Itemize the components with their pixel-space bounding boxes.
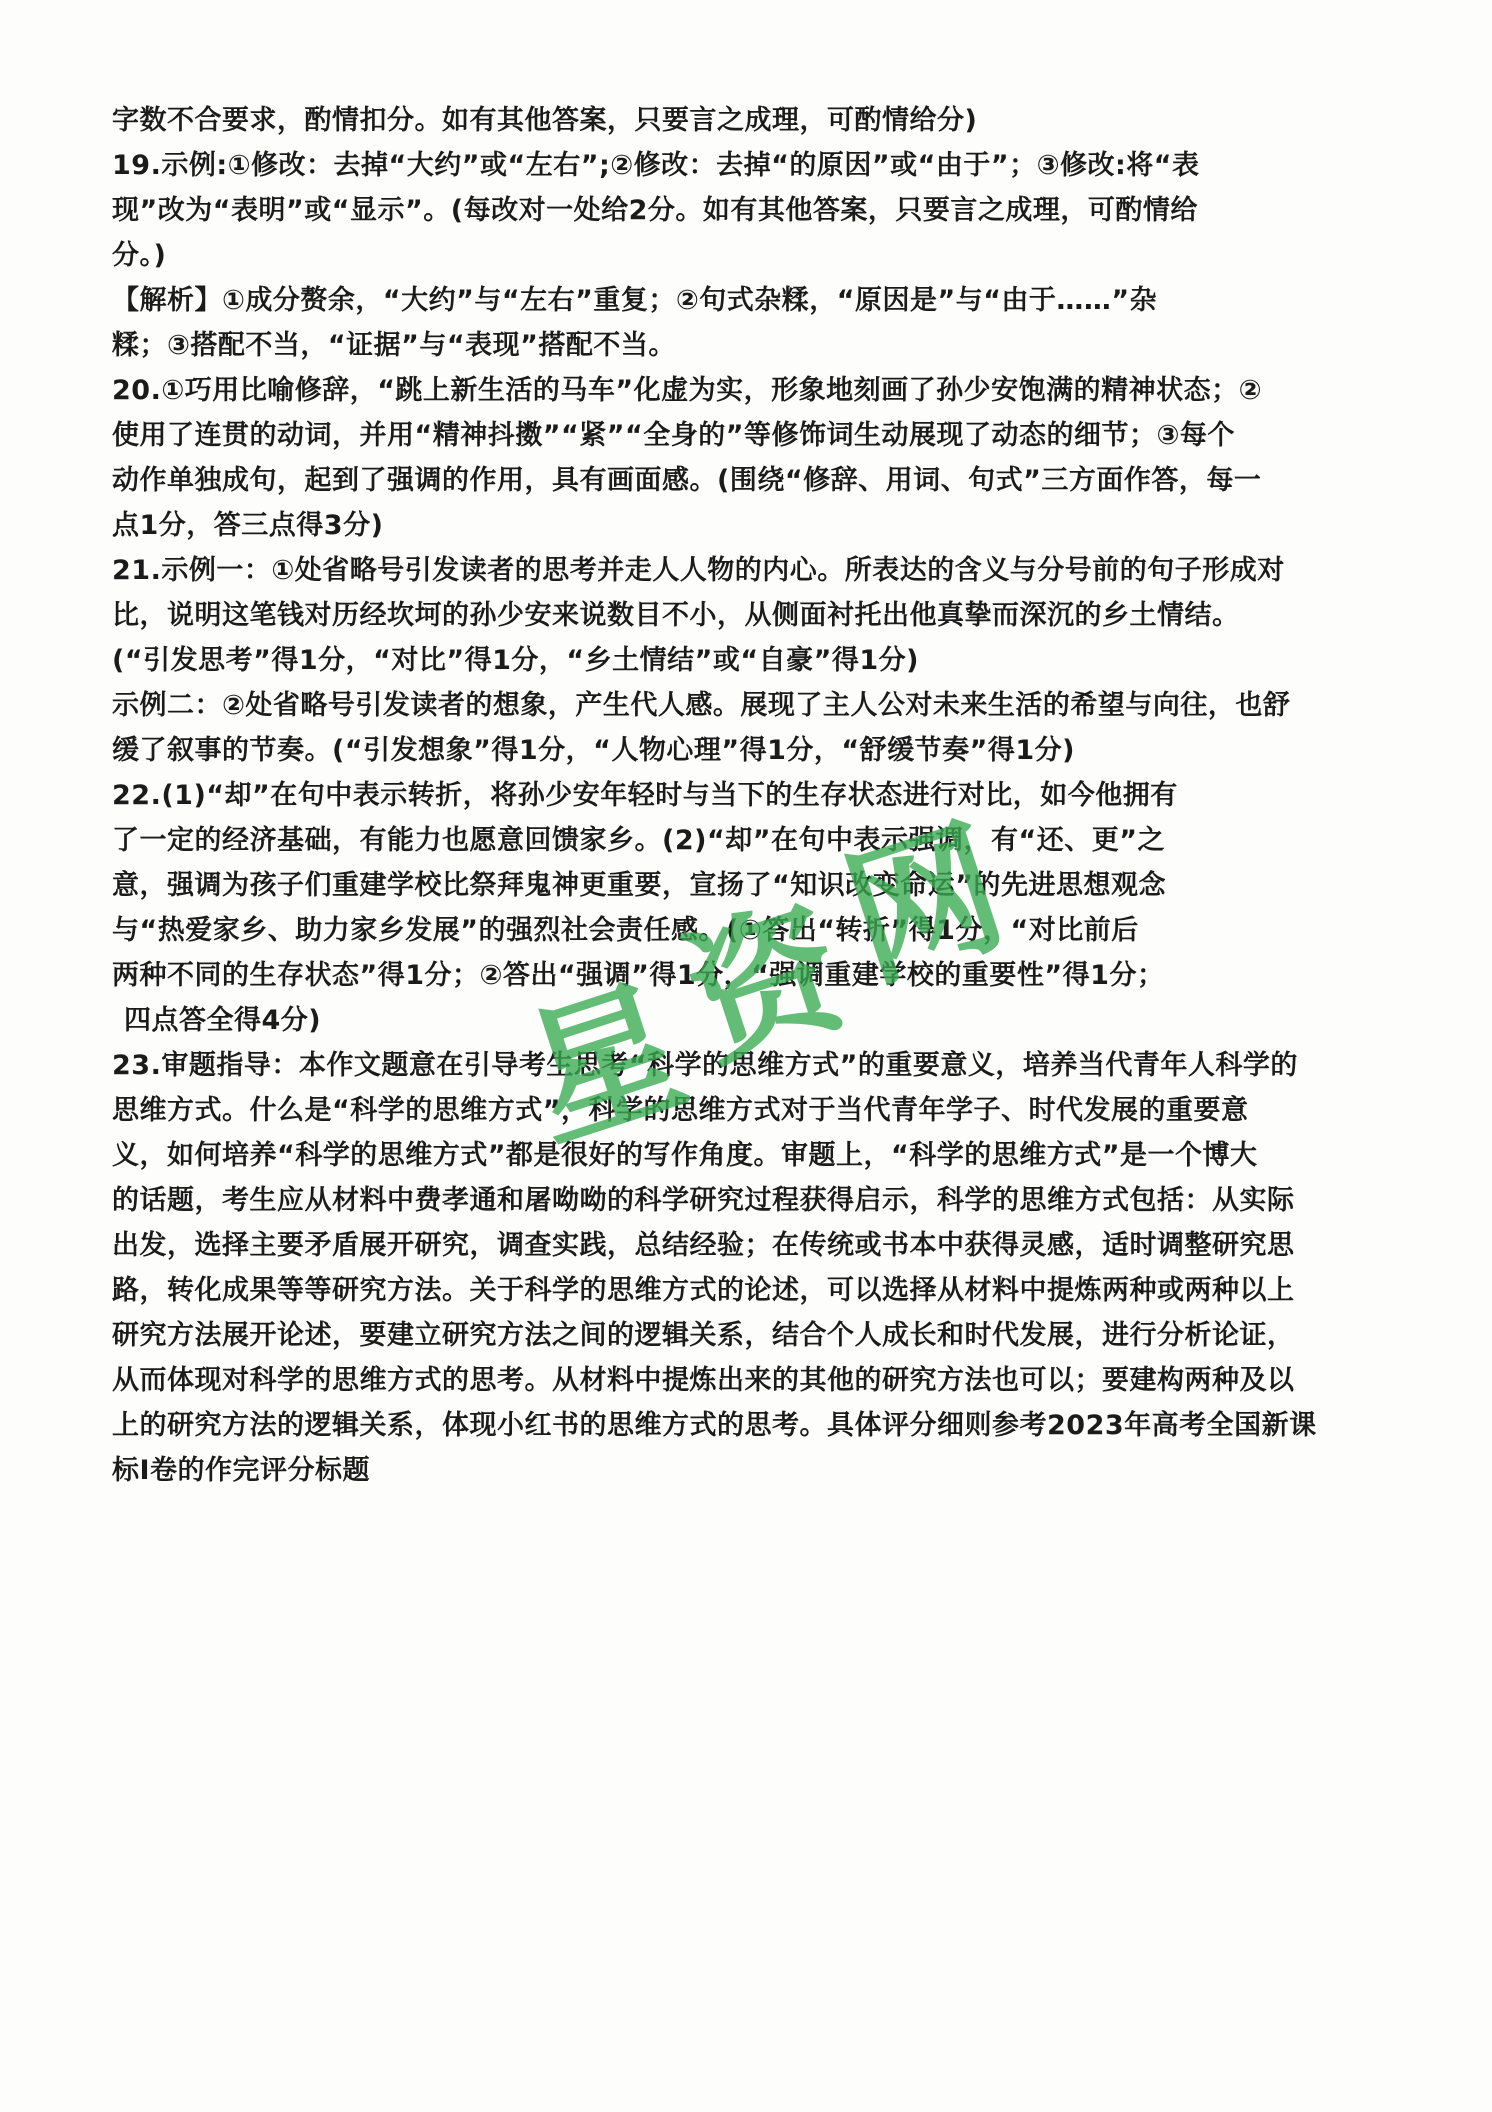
text-line: 上的研究方法的逻辑关系，体现小红书的思维方式的思考。具体评分细则参考2023年高考全国新课 — [112, 1410, 1317, 1441]
text-line: 与“热爱家乡、助力家乡发展”的强烈社会责任感。(①答出“转折”得1分，“对比前后 — [112, 915, 1139, 946]
text-line: 研究方法展开论述，要建立研究方法之间的逻辑关系，结合个人成长和时代发展，进行分析论证， — [112, 1320, 1295, 1351]
text-line: 标Ⅰ卷的作完评分标题 — [112, 1455, 371, 1486]
text-line: 两种不同的生存状态”得1分；②答出“强调”得1分，“强调重建学校的重要性”得1分； — [112, 960, 1165, 991]
text-line: 【解析】①成分赘余，“大约”与“左右”重复；②句式杂糅，“原因是”与“由于……”杂 — [112, 285, 1158, 316]
text-line: 使用了连贯的动词，并用“精神抖擞”“紧”“全身的”等修饰词生动展现了动态的细节；③每个 — [112, 420, 1235, 451]
text-line: 点1分，答三点得3分) — [112, 510, 384, 541]
text-line: 了一定的经济基础，有能力也愿意回馈家乡。(2)“却”在句中表示强调，有“还、更”之 — [112, 825, 1165, 856]
text-line: (“引发思考”得1分，“对比”得1分，“乡土情结”或“自豪”得1分) — [112, 645, 919, 676]
text-line: 22.(1)“却”在句中表示转折，将孙少安年轻时与当下的生存状态进行对比，如今他拥有 — [112, 780, 1178, 811]
text-line: 字数不合要求，酌情扣分。如有其他答案，只要言之成理，可酌情给分) — [112, 105, 978, 136]
text-line: 20.①巧用比喻修辞，“跳上新生活的马车”化虚为实，形象地刻画了孙少安饱满的精神状态；② — [112, 375, 1263, 406]
watermark-char: 网 — [826, 799, 1024, 1011]
text-line: 四点答全得4分) — [124, 1005, 322, 1036]
text-line: 21.示例一：①处省略号引发读者的思考并走人人物的内心。所表达的含义与分号前的句子形成对 — [112, 555, 1285, 586]
text-line: 的话题，考生应从材料中费孝通和屠呦呦的科学研究过程获得启示，科学的思维方式包括：从实际 — [112, 1185, 1295, 1216]
text-line: 比，说明这笔钱对历经坎坷的孙少安来说数目不小，从侧面衬托出他真挚而深沉的乡土情结。 — [112, 600, 1240, 631]
text-line: 义，如何培养“科学的思维方式”都是很好的写作角度。审题上，“科学的思维方式”是一个博大 — [112, 1140, 1258, 1171]
text-line: 缓了叙事的节奏。(“引发想象”得1分，“人物心理”得1分，“舒缓节奏”得1分) — [112, 735, 1076, 766]
text-line: 出发，选择主要矛盾展开研究，调查实践，总结经验；在传统或书本中获得灵感，适时调整研究思 — [112, 1230, 1295, 1261]
text-line: 现”改为“表明”或“显示”。(每改对一处给2分。如有其他答案，只要言之成理，可酌情给 — [112, 195, 1198, 226]
text-line: 19.示例:①修改：去掉“大约”或“左右”;②修改：去掉“的原因”或“由于”；③修改:将“表 — [112, 150, 1200, 181]
text-line: 动作单独成句，起到了强调的作用，具有画面感。(围绕“修辞、用词、句式”三方面作答，每一 — [112, 465, 1262, 496]
text-line: 示例二：②处省略号引发读者的想象，产生代人感。展现了主人公对未来生活的希望与向往，也舒 — [112, 690, 1291, 721]
text-line: 意，强调为孩子们重建学校比祭拜鬼神更重要，宣扬了“知识改变命运”的先进思想观念 — [112, 870, 1166, 901]
watermark-char: 资 — [666, 879, 864, 1091]
text-line: 糅；③搭配不当，“证据”与“表现”搭配不当。 — [112, 330, 676, 361]
answer-key-text — [112, 98, 1352, 1493]
text-line: 分。) — [112, 240, 167, 271]
text-line: 从而体现对科学的思维方式的思考。从材料中提炼出来的其他的研究方法也可以；要建构两种及以 — [112, 1365, 1295, 1396]
text-line: 思维方式。什么是“科学的思维方式”，科学的思维方式对于当代青年学子、时代发展的重要意 — [112, 1095, 1249, 1126]
text-line: 23.审题指导：本作文题意在引导考生思考“科学的思维方式”的重要意义，培养当代青年人科学的 — [112, 1050, 1298, 1081]
text-line: 路，转化成果等等研究方法。关于科学的思维方式的论述，可以选择从材料中提炼两种或两种以上 — [112, 1275, 1295, 1306]
watermark-char: 星 — [506, 959, 704, 1171]
